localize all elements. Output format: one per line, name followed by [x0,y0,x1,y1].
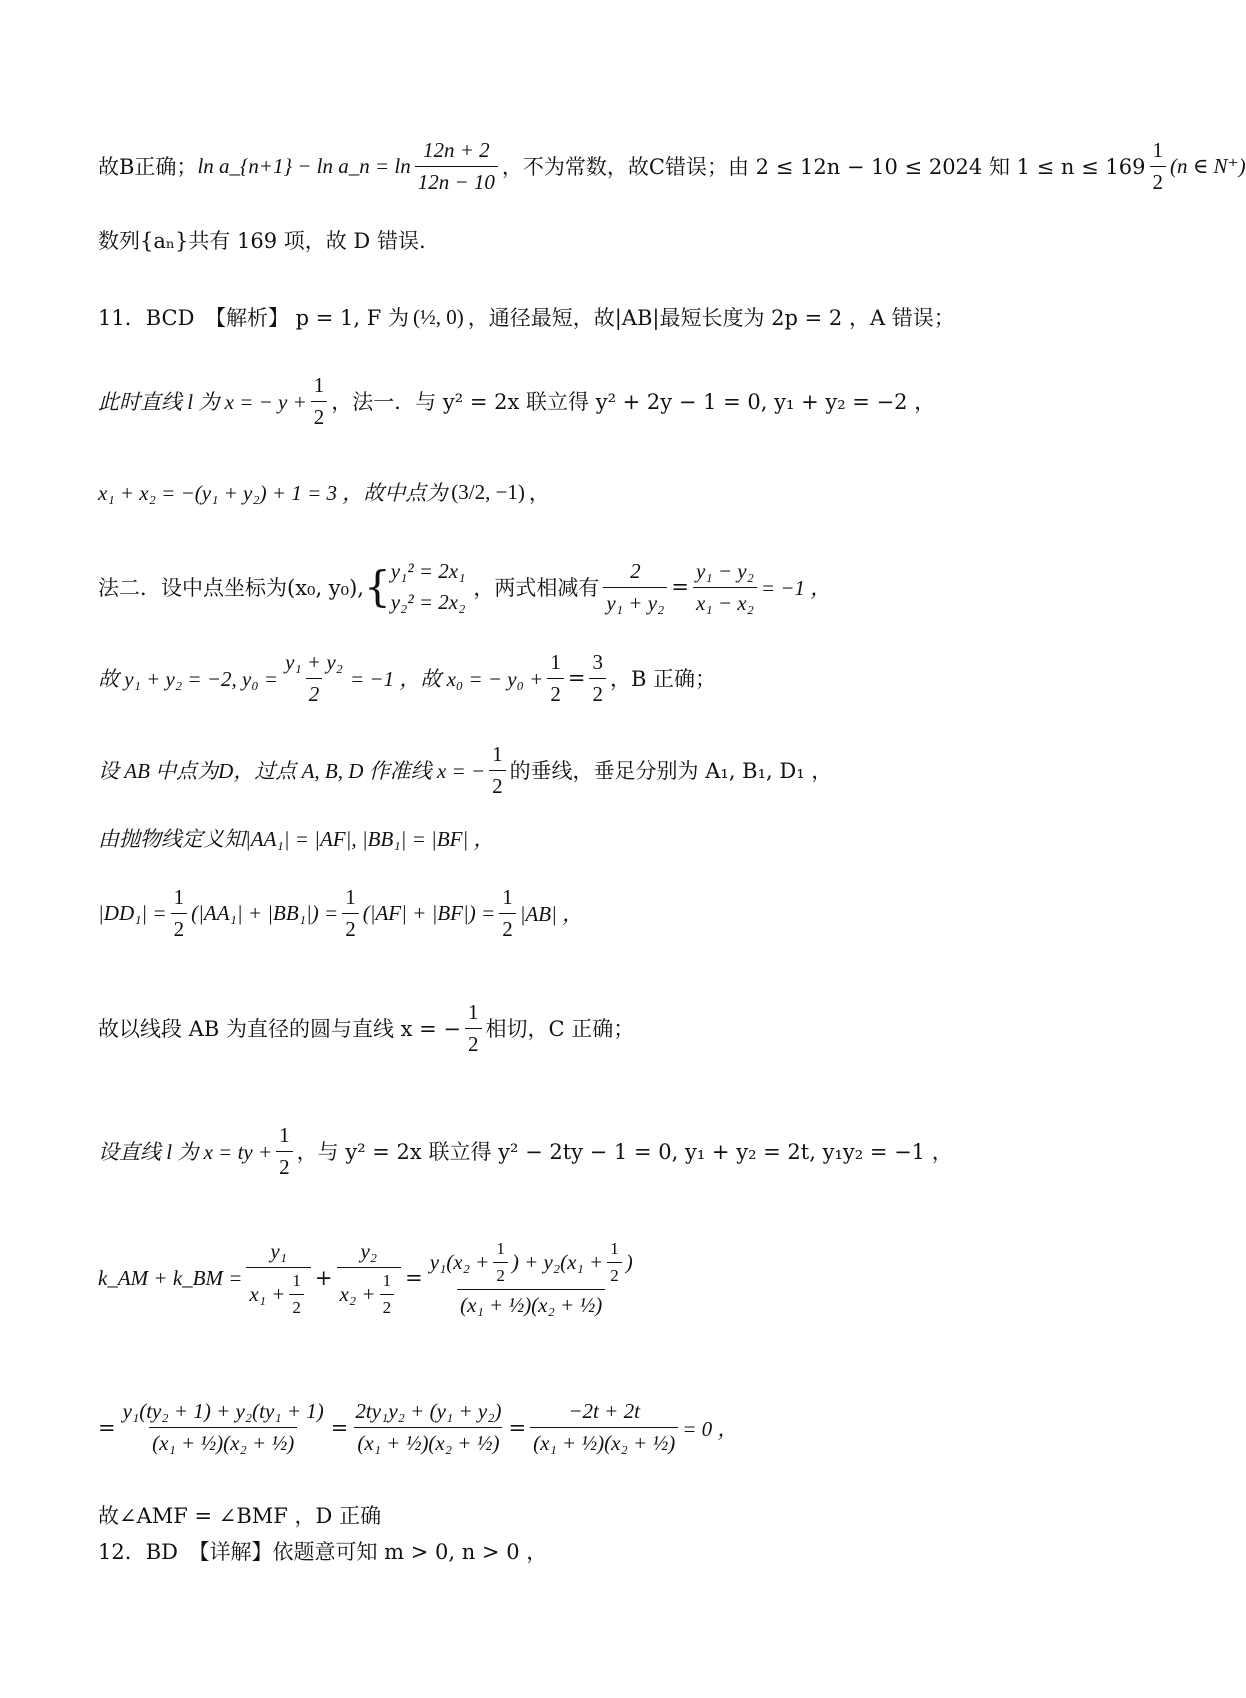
math: |DD₁| = [98,900,167,925]
fraction: $\frac{\text{y₁ − y₂}}{\text{x₁ − x₂}}$ [693,559,757,616]
text: = [98,1415,116,1440]
line-14 [98,1380,738,1475]
text: ，通径最短，故|AB|最短长度为 2p = 2 ，A 错误； [467,306,955,330]
math: = −1 ， [760,576,832,600]
text: 法二．设中点坐标为(x₀, y₀), [98,576,364,600]
line-2 [98,224,426,256]
math: (|AA₁| + |BB₁|) = [191,900,339,925]
fraction: $\frac{-2t + 2t}{\text{(x₁ + ½)(x₂ + ½)}}$ [530,1399,678,1456]
fraction: $\frac{1}{2}$ [465,1000,482,1057]
fraction: $\frac{1}{2}$ [499,885,516,942]
text: 的垂线，垂足分别为 A₁, B₁, D₁ ， [509,759,833,783]
math: (n ∈ N⁺) [1170,153,1246,178]
system: y₁² = 2x₁ y₂² = 2x₂ [390,558,466,614]
math: (|AF| + |BF|) = [362,900,496,925]
math: ln a_{n+1} − ln a_n = ln [197,153,411,178]
line-7 [98,650,716,706]
math: 此时直线 l 为 x = − y + [98,390,307,414]
fraction: $\frac{1}{2}$ [311,373,328,430]
math: k_AM + k_BM = [98,1265,243,1290]
point: (½, 0) [412,304,464,329]
fraction: $\frac{2}{\text{y₁ + y₂}}$ [603,559,667,616]
math: = −1 ，故 x₀ = − y₀ + [349,667,544,691]
line-11 [98,1000,634,1056]
text: + [314,1266,333,1290]
brace: { [363,562,391,611]
line-16 [98,1535,547,1567]
text: 相切，C 正确； [485,1017,635,1041]
line-6 [98,553,831,621]
fraction: 12n + 2 12n − 10 [415,138,498,195]
text: = [671,575,689,599]
text: ，法一．与 y² = 2x 联立得 y² + 2y − 1 = 0, y₁ + y₂ = −2 ， [331,390,936,414]
fraction: y₂ x₂ + $\frac{1}{2}$ [337,1239,402,1318]
math: 设 AB 中点为D，过点 A, B, D 作准线 x = − [98,759,486,783]
text: 故∠AMF = ∠BMF ，D 正确 [98,1504,382,1528]
line-5 [98,462,550,522]
text: 11．BCD 【解析】 p = 1, F 为 [98,306,409,330]
fraction: $\frac{1}{2}$ [342,885,359,942]
fraction: $\frac{1}{2}$ [547,650,564,707]
text: = [508,1415,527,1440]
text: 数列{aₙ}共有 169 项，故 D 错误. [98,229,426,253]
fraction: $\frac{\text{2ty₁y₂ + (y₁ + y₂)}}{\text{(x₁ + ½)(x₂ + ½)}}$ [355,1399,502,1455]
math: |AB| ， [519,902,584,926]
line-12 [98,1123,953,1179]
line-8 [98,742,832,798]
fraction: $\frac{3}{2}$ [589,650,606,707]
line-15 [98,1499,381,1531]
math: = 0 ， [682,1416,739,1441]
text: 12．BD 【详解】依题意可知 m > 0, n > 0 ， [98,1540,548,1564]
line-4 [98,373,935,429]
point: (3/2, −1) [451,479,525,504]
fraction: 1 2 [1150,138,1167,195]
text: = [405,1266,423,1290]
math: 由抛物线定义知|AA₁| = |AF|, |BB₁| = |BF| ， [98,827,495,851]
fraction: $\frac{1}{2}$ [276,1123,293,1180]
fraction: $\frac{\text{y₁(ty₂ + 1) + y₂(ty₁ + 1)}}{\text{(x₁ + ½)(x₂ + ½)}}$ [122,1399,324,1455]
line-13 [98,1218,640,1338]
line-10 [98,885,583,941]
line-1 [98,138,1246,194]
text: 故B正确； [98,155,198,179]
line-9 [98,822,495,854]
fraction: y₁(x₂ + $\frac{1}{2}$ ) + y₂(x₁ + $\frac{1}{2}$ ) (x₁ + ½)(x₂ + ½) [429,1238,633,1317]
math: x₁ + x₂ = −(y₁ + y₂) + 1 = 3 ，故中点为 [98,481,448,505]
math: 设直线 l 为 x = ty + [98,1140,273,1164]
text: ，B 正确； [609,667,717,691]
text: ，不为常数，故C错误；由 2 ≤ 12n − 10 ≤ 2024 知 1 ≤ n ≤ 169 [501,155,1146,179]
math: 故 y₁ + y₂ = −2, y₀ = [98,667,279,691]
fraction: $\frac{1}{2}$ [489,742,506,799]
line-3 [98,287,955,347]
text: = [330,1415,349,1440]
text: 故以线段 AB 为直径的圆与直线 x = − [98,1017,462,1041]
text: ，与 y² = 2x 联立得 y² − 2ty − 1 = 0, y₁ + y₂ = 2t, y₁y₂ = −1 ， [296,1140,953,1164]
text: ， [528,481,550,505]
fraction: $\frac{\text{y₁ + y₂}}{2}$ [285,649,343,706]
text: ，两式相减有 [473,576,600,600]
fraction: y₁ x₁ + $\frac{1}{2}$ [246,1239,311,1318]
fraction: $\frac{1}{2}$ [171,885,188,942]
text: = [567,666,586,690]
